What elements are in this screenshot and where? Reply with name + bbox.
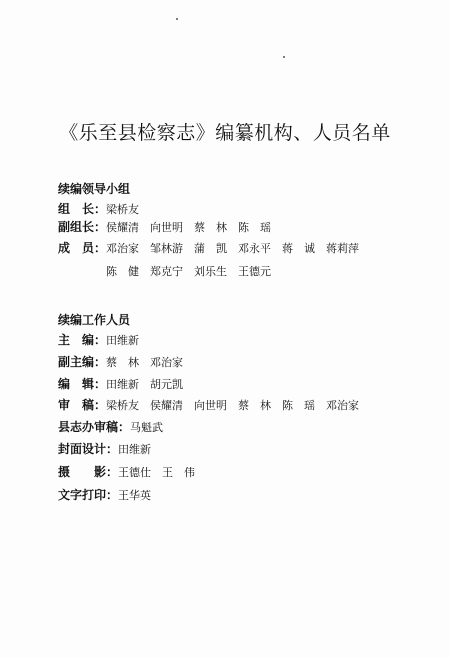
row-value: 梁桥友 侯耀清 向世明 蔡 林 陈 瑶 邓治家	[106, 399, 360, 412]
row-label: 文字打印：	[58, 488, 119, 502]
scan-speck	[176, 18, 178, 20]
row-value: 梁桥友	[106, 203, 140, 216]
row-label: 副主编：	[58, 355, 107, 369]
staff-row-editor-in-chief	[58, 333, 139, 348]
row-value: 田维新	[118, 443, 152, 456]
leadership-row-leader	[58, 202, 139, 217]
staff-row-cover-design	[58, 442, 151, 457]
staff-row-deputy-editor	[58, 355, 183, 370]
scan-speck	[283, 56, 285, 58]
row-value: 侯耀清 向世明 蔡 林 陈 瑶	[106, 221, 272, 234]
row-label: 县志办审稿：	[58, 420, 131, 434]
staff-row-photography	[58, 465, 195, 480]
staff-heading: 续编工作人员	[58, 313, 131, 327]
row-label: 组 长：	[58, 202, 107, 216]
row-value: 马魁武	[130, 421, 164, 434]
staff-row-typing	[58, 488, 151, 503]
leadership-row-members	[58, 241, 359, 256]
row-value: 王华英	[118, 489, 152, 502]
row-value: 田维新	[106, 334, 140, 347]
row-label: 副组长：	[58, 220, 107, 234]
row-label: 编 辑：	[58, 377, 107, 391]
row-label: 审 稿：	[58, 398, 107, 412]
row-value: 邓治家 邹林游 蒲 凯 邓永平 蒋 诚 蒋莉萍	[106, 242, 360, 255]
row-label: 摄 影：	[58, 465, 119, 479]
row-label: 封面设计：	[58, 442, 119, 456]
leadership-heading: 续编领导小组	[58, 182, 131, 196]
row-value: 陈 健 郑克宁 刘乐生 王德元	[106, 265, 271, 278]
leadership-row-deputy	[58, 220, 271, 235]
staff-row-county-review	[58, 420, 163, 435]
row-label: 成 员：	[58, 241, 107, 255]
row-value: 蔡 林 邓治家	[106, 356, 184, 369]
row-label: 主 编：	[58, 333, 107, 347]
row-value: 王德仕 王 伟	[118, 466, 196, 479]
staff-row-editors	[58, 377, 183, 392]
row-value: 田维新 胡元凯	[106, 378, 184, 391]
staff-row-reviewers	[58, 398, 359, 413]
leadership-row-members-cont	[106, 265, 271, 279]
page-title: 《乐至县检察志》编纂机构、人员名单	[59, 122, 391, 144]
